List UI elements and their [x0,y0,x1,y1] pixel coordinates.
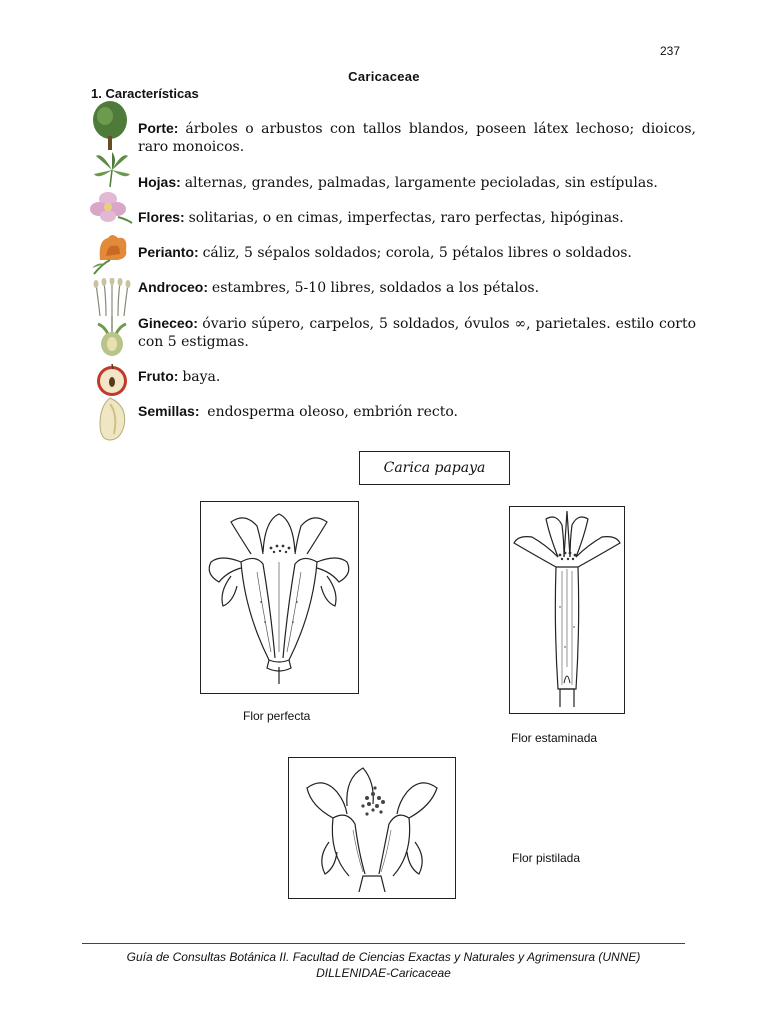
term-description: solitarias, o en cimas, imperfectas, raro perfectas, hipóginas. [188,210,624,226]
section-heading: 1. Características [91,86,199,101]
term-description: estambres, 5-10 libres, soldados a los pétalos. [211,280,540,296]
flower-icon [88,189,136,225]
characteristic-porte: Porte: árboles o arbustos con tallos blandos, poseen látex lechoso; dioicos, raro monoicos. [138,120,696,155]
term-description: árboles o arbustos con tallos blandos, poseen látex lechoso; dioicos, raro monoicos. [138,121,696,155]
characteristic-gineceo: Gineceo: óvario súpero, carpelos, 5 soldados, óvulos ∞, parietales. estilo corto con 5 estigmas. [138,315,696,350]
pistillate-flower-caption: Flor pistilada [512,851,581,865]
page-number: 237 [659,44,680,58]
perianth-icon [88,230,136,276]
characteristic-fruto: Fruto: baya. [138,368,221,385]
staminate-flower-illustration [509,506,625,714]
family-title: Caricaceae [348,69,420,84]
stamen-icon [88,278,136,318]
pistillate-flower-illustration [288,757,456,899]
pistil-icon [88,314,136,358]
term-description: alternas, grandes, palmadas, largamente pecioladas, sin estípulas. [184,175,658,191]
characteristic-flores: Flores: solitarias, o en cimas, imperfectas, raro perfectas, hipóginas. [138,209,624,226]
term-description: endosperma oleoso, embrión recto. [207,404,458,420]
perfect-flower-caption: Flor perfecta [243,709,311,723]
footer-line-1: Guía de Consultas Botánica II. Facultad de Ciencias Exactas y Naturales y Agrimensura (UNNE) [126,950,641,964]
footer-rule [82,943,685,944]
perfect-flower-illustration [200,501,359,694]
footer-family: Caricaceae [390,966,451,980]
characteristic-androceo: Androceo: estambres, 5-10 libres, soldados a los pétalos. [138,279,540,296]
term-label: Androceo [138,279,204,295]
term-label: Perianto [138,244,195,260]
term-label: Porte [138,120,174,136]
seed-icon [88,396,136,442]
tree-icon [88,100,136,152]
footer-subclass: DILLENIDAE- [316,966,391,980]
term-label: Semillas [138,403,195,419]
characteristic-semillas: Semillas: endosperma oleoso, embrión recto. [138,403,458,420]
term-description: óvario súpero, carpelos, 5 soldados, óvulos ∞, parietales. estilo corto con 5 estigmas. [138,316,696,350]
term-label: Hojas [138,174,177,190]
term-description: baya. [182,369,221,385]
fruit-icon [88,362,136,398]
term-label: Fruto [138,368,174,384]
staminate-flower-caption: Flor estaminada [511,731,598,745]
footer-line-2 [82,965,685,981]
term-label: Gineceo [138,315,194,331]
characteristic-perianto: Perianto: cáliz, 5 sépalos soldados; corola, 5 pétalos libres o soldados. [138,244,632,261]
term-description: cáliz, 5 sépalos soldados; corola, 5 pétalos libres o soldados. [202,245,632,261]
species-label: Carica papaya [359,451,510,485]
characteristic-hojas: Hojas: alternas, grandes, palmadas, largamente pecioladas, sin estípulas. [138,174,658,191]
leaf-icon [88,150,136,188]
term-label: Flores [138,209,181,225]
